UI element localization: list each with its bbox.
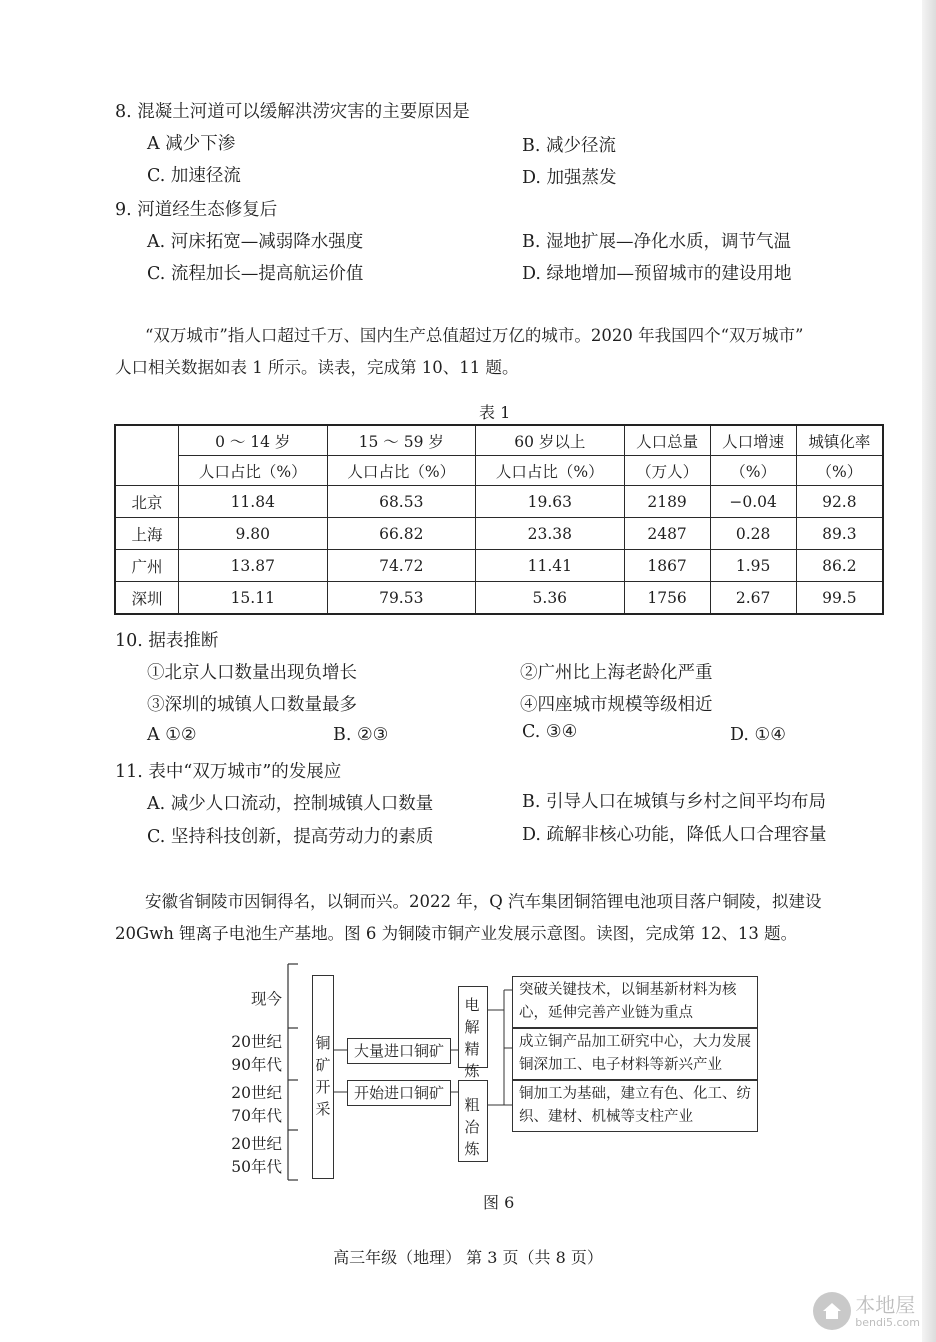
table-cell: 2487	[624, 518, 710, 550]
table1-caption: 表 1	[479, 403, 511, 422]
house-icon-shape	[820, 1299, 844, 1323]
city-name: 上海	[115, 518, 179, 550]
table-cell: 19.63	[476, 486, 625, 518]
table-cell: 68.53	[327, 486, 476, 518]
electro-refine-label: 电解精炼	[464, 996, 480, 1080]
mining-label: 铜矿开采	[315, 1034, 331, 1118]
table-cell: 92.8	[796, 486, 883, 518]
intro1-line2: 人口相关数据如表 1 所示。读表，完成第 10、11 题。	[115, 358, 519, 377]
q10-statement-4: ④四座城市规模等级相近	[520, 695, 713, 715]
stage-early-description: 铜加工为基础，建立有色、化工、纺织、建材、机械等支柱产业	[512, 1080, 758, 1132]
header-age-15-59-line2: 人口占比（%）	[327, 456, 476, 486]
q10-option-b: B. ②③	[333, 725, 389, 745]
table-cell: 79.53	[327, 582, 476, 615]
header-total-line2: （万人）	[624, 456, 710, 486]
header-age-15-59-line1: 15 ～ 59 岁	[327, 425, 476, 456]
q11-stem: 11. 表中“双万城市”的发展应	[115, 762, 342, 782]
table-cell: 11.84	[179, 486, 328, 518]
watermark-text-en: bendi5.com	[855, 1315, 920, 1329]
q10-option-d: D. ①④	[730, 725, 786, 745]
timeline-1950s-line2: 50年代	[231, 1158, 282, 1176]
watermark-logo	[813, 1292, 920, 1330]
timeline-1990s-line1: 20世纪	[231, 1033, 282, 1051]
timeline-1990s	[220, 1031, 282, 1077]
q9-stem: 9. 河道经生态修复后	[115, 200, 278, 220]
q9-option-d: D. 绿地增加—预留城市的建设用地	[522, 264, 792, 284]
header-total-line1: 人口总量	[624, 425, 710, 456]
table-cell: 13.87	[179, 550, 328, 582]
import-start-box: 开始进口铜矿	[347, 1080, 451, 1106]
header-urban-line2: （%）	[796, 456, 883, 486]
header-age-60-line2: 人口占比（%）	[476, 456, 625, 486]
table-cell: −0.04	[710, 486, 796, 518]
intro2-line1: 安徽省铜陵市因铜得名，以铜而兴。2022 年，Q 汽车集团铜箔锂电池项目落户铜陵，拟建设	[145, 892, 822, 911]
timeline-1990s-line2: 90年代	[231, 1056, 282, 1074]
city-name: 广州	[115, 550, 179, 582]
table-cell: 5.36	[476, 582, 625, 615]
city-name: 北京	[115, 486, 179, 518]
table-cell: 1756	[624, 582, 710, 615]
timeline-now: 现今	[250, 990, 282, 1008]
table-cell: 15.11	[179, 582, 328, 615]
q8-option-d: D. 加强蒸发	[522, 168, 617, 188]
q8-option-b: B. 减少径流	[522, 136, 616, 156]
timeline-1950s	[220, 1133, 282, 1179]
header-age-60-line1: 60 岁以上	[476, 425, 625, 456]
figure-6-caption: 图 6	[483, 1193, 515, 1212]
q8-stem: 8. 混凝土河道可以缓解洪涝灾害的主要原因是	[115, 102, 470, 122]
q10-option-c: C. ③④	[522, 722, 578, 742]
timeline-1970s	[220, 1082, 282, 1128]
table-cell: 86.2	[796, 550, 883, 582]
stage-1990s-description: 成立铜产品加工研究中心，大力发展铜深加工、电子材料等新兴产业	[512, 1028, 758, 1080]
q11-option-a: A. 减少人口流动，控制城镇人口数量	[147, 794, 434, 814]
table-cell: 0.28	[710, 518, 796, 550]
timeline-1950s-line1: 20世纪	[231, 1135, 282, 1153]
q9-option-a: A. 河床拓宽—减弱降水强度	[147, 232, 364, 252]
q10-option-a: A ①②	[147, 725, 197, 745]
q9-option-c: C. 流程加长—提高航运价值	[147, 264, 364, 284]
header-age-0-14-line1: 0 ～ 14 岁	[179, 425, 328, 456]
watermark-text-cn: 本地屋	[855, 1292, 916, 1317]
timeline-1970s-line1: 20世纪	[231, 1084, 282, 1102]
table-cell: 99.5	[796, 582, 883, 615]
table-cell: 74.72	[327, 550, 476, 582]
table-cell: 89.3	[796, 518, 883, 550]
q10-statement-1: ①北京人口数量出现负增长	[147, 663, 357, 683]
stage-now-description: 突破关键技术，以铜基新材料为核心，延伸完善产业链为重点	[512, 976, 758, 1028]
page-footer: 高三年级（地理） 第 3 页（共 8 页）	[333, 1248, 603, 1267]
q11-option-b: B. 引导人口在城镇与乡村之间平均布局	[522, 792, 826, 812]
crude-refine-label: 粗冶炼	[464, 1096, 480, 1158]
table-cell: 9.80	[179, 518, 328, 550]
house-icon	[813, 1292, 851, 1330]
table-cell: 11.41	[476, 550, 625, 582]
q9-option-b: B. 湿地扩展—净化水质，调节气温	[522, 232, 791, 252]
q8-option-a: A 减少下渗	[147, 134, 236, 154]
intro2-line2: 20Gwh 锂离子电池生产基地。图 6 为铜陵市铜产业发展示意图。读图，完成第 12、13 题。	[115, 924, 798, 943]
q10-statement-2: ②广州比上海老龄化严重	[520, 663, 713, 683]
q11-option-c: C. 坚持科技创新，提高劳动力的素质	[147, 827, 434, 847]
table-cell: 66.82	[327, 518, 476, 550]
header-growth-line1: 人口增速	[710, 425, 796, 456]
header-growth-line2: （%）	[710, 456, 796, 486]
table-cell: 1867	[624, 550, 710, 582]
header-age-0-14-line2: 人口占比（%）	[179, 456, 328, 486]
import-large-box: 大量进口铜矿	[347, 1038, 451, 1064]
table-cell: 1.95	[710, 550, 796, 582]
table-cell: 23.38	[476, 518, 625, 550]
q11-option-d: D. 疏解非核心功能，降低人口合理容量	[522, 825, 827, 845]
q10-stem: 10. 据表推断	[115, 631, 219, 651]
table-cell: 2189	[624, 486, 710, 518]
timeline-1970s-line2: 70年代	[231, 1107, 282, 1125]
q8-option-c: C. 加速径流	[147, 166, 241, 186]
city-name: 深圳	[115, 582, 179, 615]
header-urban-line1: 城镇化率	[796, 425, 883, 456]
intro1-line1: “双万城市”指人口超过千万、国内生产总值超过万亿的城市。2020 年我国四个“双万城市”	[145, 326, 804, 345]
q10-statement-3: ③深圳的城镇人口数量最多	[147, 695, 357, 715]
table-cell: 2.67	[710, 582, 796, 615]
